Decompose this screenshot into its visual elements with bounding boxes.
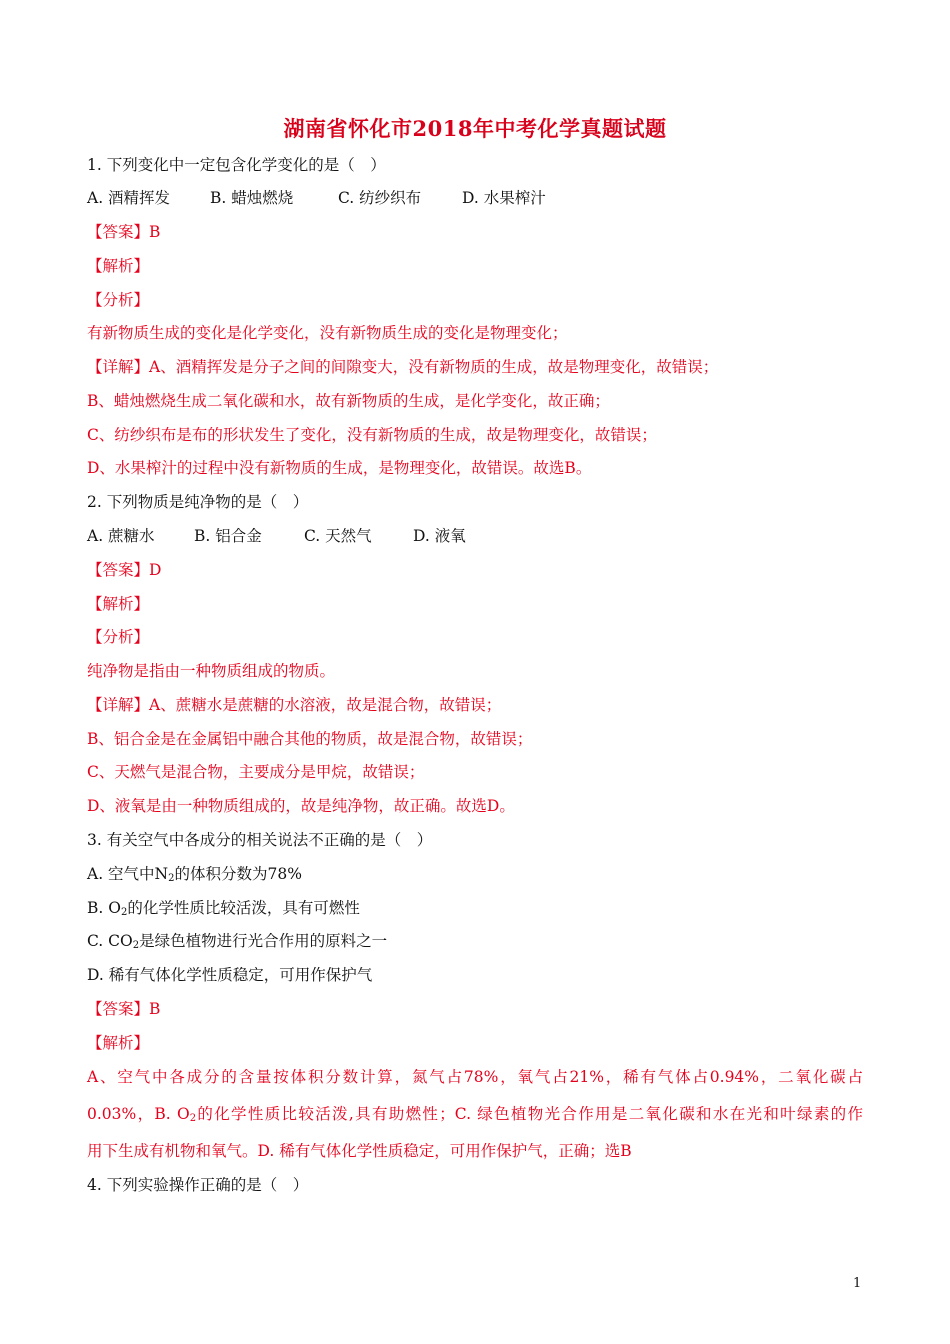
q2-option-b: B. 铝合金 [194,527,262,545]
q2-detail-b: B、铝合金是在金属铝中融合其他的物质，故是混合物，故错误； [87,730,533,748]
page-title: 湖南省怀化市2018年中考化学真题试题 [283,116,667,141]
q1-fenxi-tag: 【分析】 [87,291,150,309]
q3-option-c: C. $CO_2$是绿色植物进行光合作用的原料之一 [87,932,388,951]
q1-answer [87,222,160,242]
q3-answer [87,999,160,1019]
detail-tag: 【详解】 [87,696,150,714]
q3-explanation-line-2: 0.03%，B. $O_2$的化学性质比较活泼,具有助燃性；C. 绿色植物光合作用是二氧化碳和水在光和叶绿素的作 [87,1105,863,1124]
q2-jiexi-tag: 【解析】 [87,595,150,613]
q1-detail-d: D、水果榨汁的过程中没有新物质的生成，是物理变化，故错误。故选B。 [87,459,592,477]
q4-stem: 4. 下列实验操作正确的是（ ） [87,1176,309,1194]
page-number: 1 [853,1276,862,1291]
q3-stem: 3. 有关空气中各成分的相关说法不正确的是（ ） [87,831,433,849]
q2-stem: 2. 下列物质是纯净物的是（ ） [87,493,309,511]
q3-option-b: B. $O_2$的化学性质比较活泼，具有可燃性 [87,899,360,918]
q1-option-c: C. 纺纱织布 [338,189,422,207]
q1-jiexi-tag: 【解析】 [87,257,150,275]
answer-tag: 【答案】 [87,223,150,241]
answer-tag: 【答案】 [87,561,150,579]
q3-option-d: D. 稀有气体化学性质稳定，可用作保护气 [87,966,373,984]
q2-option-d: D. 液氧 [413,527,466,545]
q1-stem: 1. 下列变化中一定包含化学变化的是（ ） [87,156,386,174]
q1-detail-b: B、蜡烛燃烧生成二氧化碳和水，故有新物质的生成，是化学变化，故正确； [87,392,610,410]
q1-detail-c: C、纺纱织布是布的形状发生了变化，没有新物质的生成，故是物理变化，故错误； [87,426,657,444]
q3-explanation-line-3: 用下生成有机物和氧气。D. 稀有气体化学性质稳定，可用作保护气，正确；选B [87,1142,632,1160]
answer-value: D [149,561,162,579]
answer-tag: 【答案】 [87,1000,150,1018]
q2-option-c: C. 天然气 [304,527,372,545]
q2-options [87,526,466,546]
q2-detail-a: 【详解】A、蔗糖水是蔗糖的水溶液，故是混合物，故错误； [87,696,502,714]
q3-explanation-line-1: A、空气中各成分的含量按体积分数计算，氮气占78%，氧气占21%，稀有气体占0.94%，二氧化碳占 [87,1068,863,1086]
q3-option-a: A. 空气中$N_2$的体积分数为78% [87,865,302,884]
q1-detail-a: 【详解】A、酒精挥发是分子之间的间隙变大，没有新物质的生成，故是物理变化，故错误； [87,358,719,376]
q2-detail-d: D、液氧是由一种物质组成的，故是纯净物，故正确。故选D。 [87,797,515,815]
q2-analysis: 纯净物是指由一种物质组成的物质。 [87,662,336,680]
q1-option-a: A. 酒精挥发 [87,189,171,207]
q1-analysis: 有新物质生成的变化是化学变化，没有新物质生成的变化是物理变化； [87,324,568,342]
detail-tag: 【详解】 [87,358,150,376]
q3-jiexi-tag: 【解析】 [87,1034,150,1052]
q1-option-b: B. 蜡烛燃烧 [210,189,294,207]
q1-option-d: D. 水果榨汁 [462,189,546,207]
q2-detail-c: C、天燃气是混合物，主要成分是甲烷，故错误； [87,763,425,781]
q2-answer [87,560,161,580]
q1-options [87,188,546,208]
q2-fenxi-tag: 【分析】 [87,628,150,646]
q2-option-a: A. 蔗糖水 [87,527,155,545]
answer-value: B [149,223,161,241]
answer-value: B [149,1000,161,1018]
